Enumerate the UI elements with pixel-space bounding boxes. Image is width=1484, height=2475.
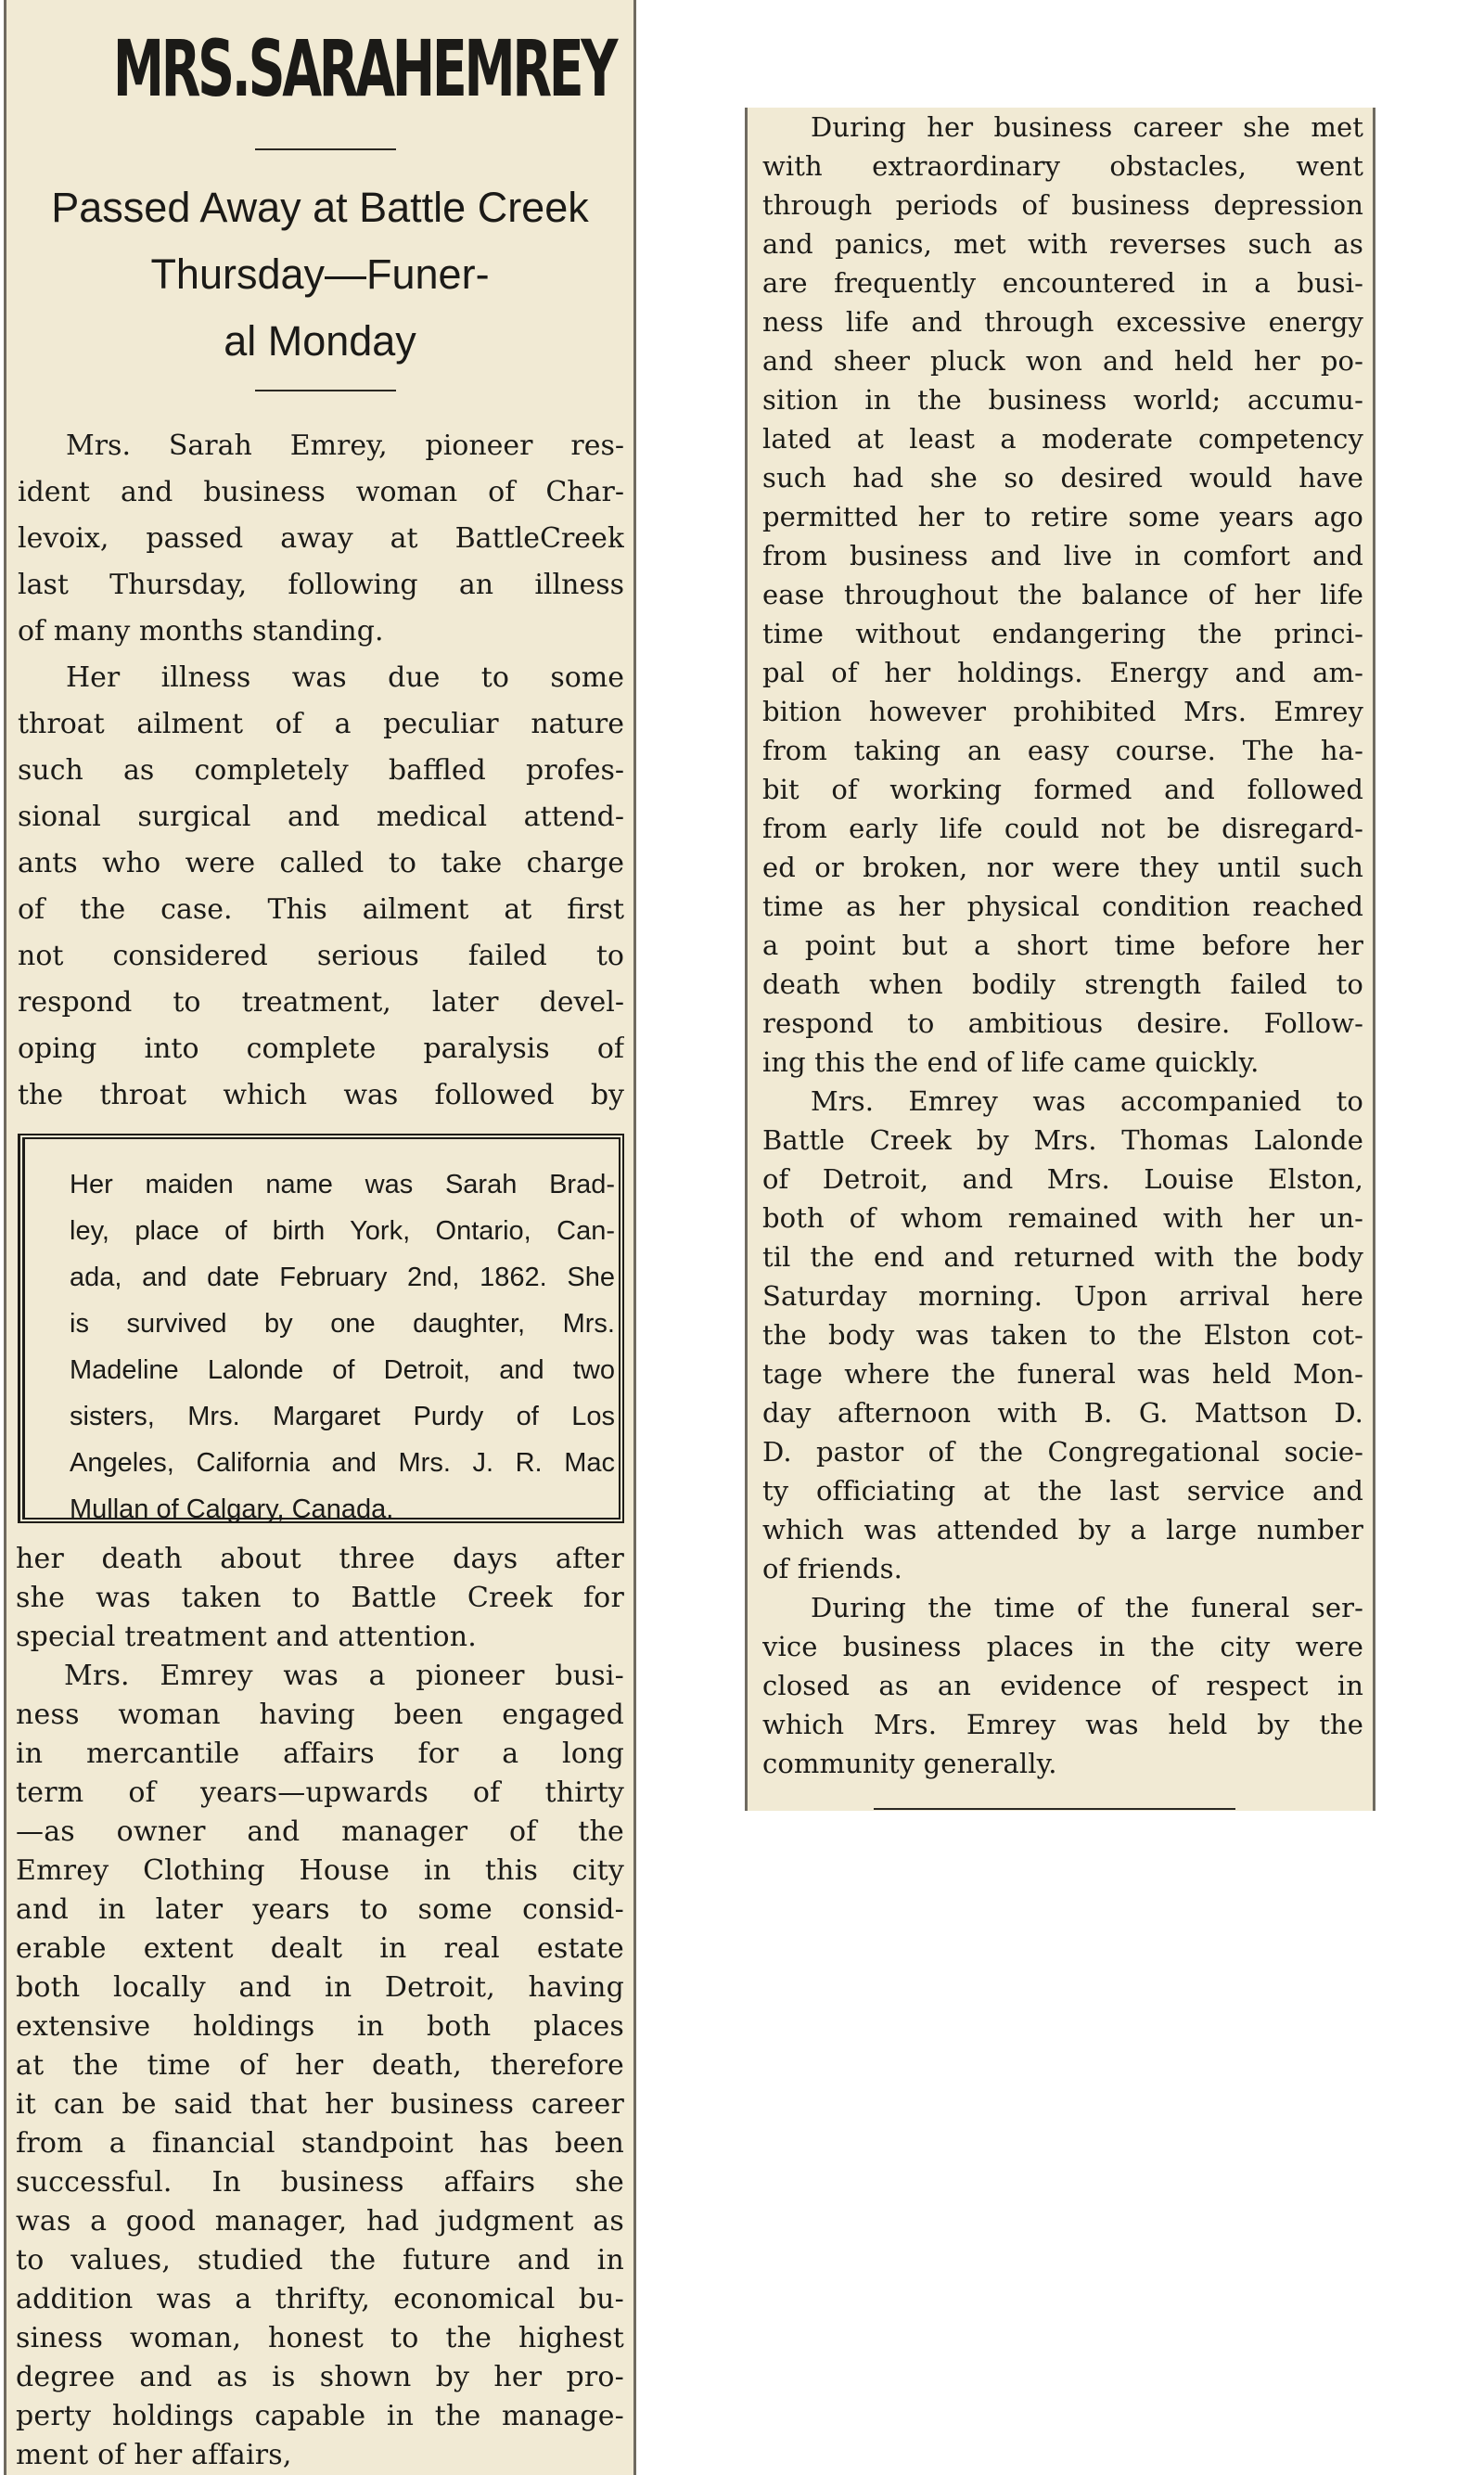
text-line: extensive holdings in both places [16,2010,624,2043]
text-line: closed as an evidence of respect in [762,1670,1363,1701]
text-line: which was attended by a large number [762,1514,1363,1545]
text-line: Her maiden name was Sarah Brad- [70,1170,615,1199]
biography-text [70,1161,615,1532]
text-line: Mrs. Emrey was accompanied to [811,1085,1363,1117]
text-line: the throat which was followed by [18,1079,624,1111]
body-text-continued [16,1540,624,2475]
text-line: from a financial standpoint has been [16,2127,624,2160]
text-line: permitted her to retire some years ago [762,501,1363,532]
text-line: are frequently encountered in a busi- [762,267,1363,299]
text-line: and panics, met with reverses such as [762,228,1363,260]
text-line: she was taken to Battle Creek for [16,1582,624,1614]
text-line: lated at least a moderate competency [762,423,1363,455]
subhead-line: Passed Away at Battle Creek [51,184,589,231]
text-line: erable extent dealt in real estate [16,1932,624,1965]
subhead-line: Thursday—Funer- [150,250,490,298]
biography-box [18,1134,624,1523]
text-line: bition however prohibited Mrs. Emrey [762,696,1363,727]
text-line: siness woman, honest to the highest [16,2322,624,2354]
text-line: ty officiating at the last service and [762,1475,1363,1507]
text-line: death when bodily strength failed to [762,968,1363,1000]
end-rule [874,1808,1235,1810]
text-line: of the case. This ailment at first [18,893,624,926]
text-line: it can be said that her business career [16,2088,624,2121]
body-text-opening [18,423,624,1119]
text-line: Mrs. Sarah Emrey, pioneer res- [66,430,624,462]
text-line: such as completely baffled profes- [18,754,624,787]
text-line: community generally. [762,1748,1057,1779]
text-line: —as owner and manager of the [16,1815,624,1848]
text-line: perty holdings capable in the manage- [16,2400,624,2432]
text-line: was a good manager, had judgment as [16,2205,624,2238]
text-line: successful. In business affairs she [16,2166,624,2199]
text-line: from taking an easy course. The ha- [762,735,1363,766]
headline: MRS.SARAHEMREY [112,23,616,114]
text-line: During her business career she met [811,111,1363,143]
text-line: respond to ambitious desire. Follow- [762,1007,1363,1039]
subhead-rule [255,390,396,391]
text-line: til the end and returned with the body [762,1241,1363,1273]
text-line: D. pastor of the Congregational socie- [762,1436,1363,1468]
text-line: degree and as is shown by her pro- [16,2361,624,2393]
text-line: tage where the funeral was held Mon- [762,1358,1363,1390]
text-line: which Mrs. Emrey was held by the [762,1709,1363,1740]
headline-rule [255,148,396,150]
body-text-right-column [762,108,1363,1783]
text-line: time without endangering the princi- [762,618,1363,649]
text-line: Madeline Lalonde of Detroit, and two [70,1355,615,1385]
text-line: ness life and through excessive energy [762,306,1363,338]
text-line: last Thursday, following an illness [18,569,624,601]
text-line: day afternoon with B. G. Mattson D. [762,1397,1363,1429]
text-line: from business and live in comfort and [762,540,1363,571]
text-line: levoix, passed away at BattleCreek [18,522,624,555]
text-line: ident and business woman of Char- [18,476,624,508]
text-line: in mercantile affairs for a long [16,1738,624,1770]
text-line: of friends. [762,1553,902,1584]
text-line: ada, and date February 2nd, 1862. She [70,1263,615,1292]
text-line: Emrey Clothing House in this city [16,1854,624,1887]
clipping-column-left [4,0,636,2475]
text-line: sional surgical and medical attend- [18,801,624,833]
text-line: respond to treatment, later devel- [18,986,624,1019]
text-line: ness woman having been engaged [16,1699,624,1731]
text-line: Mrs. Emrey was a pioneer busi- [64,1660,624,1692]
text-line: to values, studied the future and in [16,2244,624,2276]
text-line: Saturday morning. Upon arrival here [762,1280,1363,1312]
clipping-column-right [745,108,1375,1811]
text-line: special treatment and attention. [16,1621,477,1653]
text-line: such had she so desired would have [762,462,1363,494]
text-line: from early life could not be disregard- [762,813,1363,844]
text-line: ants who were called to take charge [18,847,624,879]
text-line: pal of her holdings. Energy and am- [762,657,1363,688]
text-line: both of whom remained with her un- [762,1202,1363,1234]
text-line: the body was taken to the Elston cot- [762,1319,1363,1351]
text-line: ed or broken, nor were they until such [762,852,1363,883]
subhead-line: al Monday [224,317,416,365]
text-line: Battle Creek by Mrs. Thomas Lalonde [762,1124,1363,1156]
text-line: Her illness was due to some [66,661,624,694]
text-line: both locally and in Detroit, having [16,1971,624,2004]
text-line: sition in the business world; accumu- [762,384,1363,416]
text-line: and sheer pluck won and held her po- [762,345,1363,377]
subheadline [6,174,633,375]
text-line: through periods of business depression [762,189,1363,221]
text-line: ment of her affairs, [16,2439,292,2471]
text-line: During the time of the funeral ser- [811,1592,1363,1623]
text-line: oping into complete paralysis of [18,1032,624,1065]
text-line: of Detroit, and Mrs. Louise Elston, [762,1163,1363,1195]
text-line: vice business places in the city were [762,1631,1363,1662]
text-line: term of years—upwards of thirty [16,1776,624,1809]
text-line: a point but a short time before her [762,930,1363,961]
text-line: addition was a thrifty, economical bu- [16,2283,624,2315]
text-line: throat ailment of a peculiar nature [18,708,624,740]
text-line: her death about three days after [16,1543,624,1575]
text-line: ing this the end of life came quickly. [762,1046,1260,1078]
text-line: not considered serious failed to [18,940,624,972]
text-line: of many months standing. [18,615,384,648]
text-line: ease throughout the balance of her life [762,579,1363,610]
text-line: Angeles, California and Mrs. J. R. Mac [70,1448,615,1478]
text-line: and in later years to some consid- [16,1893,624,1926]
text-line: sisters, Mrs. Margaret Purdy of Los [70,1402,615,1431]
text-line: is survived by one daughter, Mrs. [70,1309,615,1339]
text-line: ley, place of birth York, Ontario, Can- [70,1216,615,1246]
text-line: time as her physical condition reached [762,891,1363,922]
text-line: Mullan of Calgary, Canada. [70,1494,394,1524]
text-line: with extraordinary obstacles, went [762,150,1363,182]
text-line: bit of working formed and followed [762,774,1363,805]
text-line: at the time of her death, therefore [16,2049,624,2082]
